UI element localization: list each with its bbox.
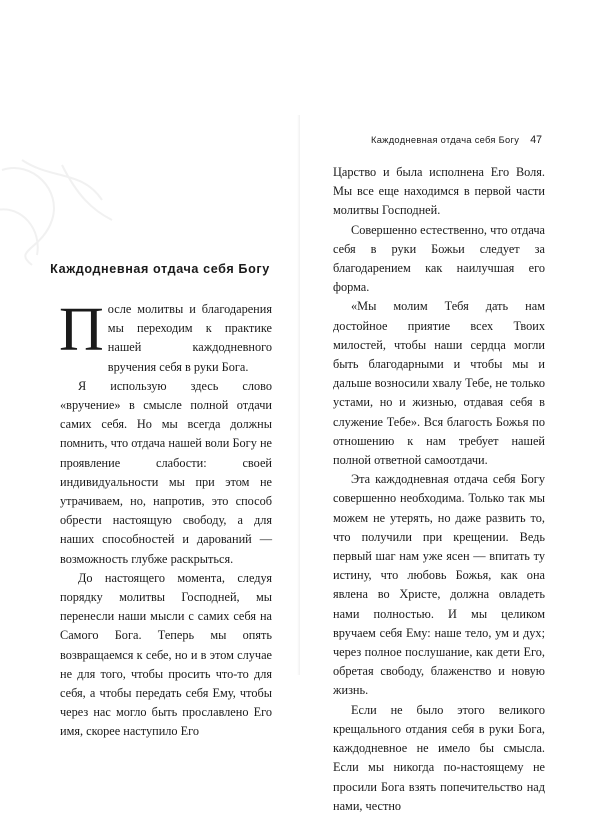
running-head-title: Каждодневная отдача себя Богу: [371, 135, 520, 145]
left-page-text: [59, 296, 272, 742]
drop-cap: П: [59, 296, 104, 364]
paragraph: Царство и была исполнена Его Воля. Мы все еще находимся в первой части молитвы Господней.: [333, 165, 545, 218]
ornament-decoration: [0, 150, 122, 270]
paragraph: [59, 296, 272, 377]
paragraph: Эта каждодневная отдача себя Богу совершенно необходима. Только так мы можем не утерять, но даже развить то, что получили при крещении. Ведь первый шаг нам уже ясен — впитать ту истину, что любовь Божья, как она явлена во Христе, должна овладеть нами полностью. И мы целиком вручаем себя Ему: наше тело, ум и дух; через полное послушание, как дети Его, обретая свободу, блаженство и новую жизнь.: [333, 472, 545, 698]
paragraph: Совершенно естественно, что отдача себя в руки Божьи следует за благодарением как наилучшая его форма.: [333, 222, 545, 295]
paragraph: Если не было этого великого крещального отдания себя в руки Бога, каждодневное не имело бы смысла. Если мы никогда по-настоящему не просили Бога взять попечительство над нами, честно: [333, 702, 545, 813]
chapter-title: Каждодневная отдача себя Богу: [50, 262, 270, 276]
paragraph: «Мы молим Тебя дать нам достойное приятие всех Твоих милостей, чтобы наши сердца могли быть благодарными и чтобы мы и дальше возносили хвалу Тебе, не только устами, но и жизнью, отдавая себя в служение Тебе». Вся благость Божья по отношению к нам требует нашей полной ответной самоотдачи.: [333, 299, 545, 468]
right-page-text: [333, 163, 545, 816]
running-head: [333, 135, 545, 151]
paragraph: До настоящего момента, следуя порядку молитвы Господней, мы перенесли наши мысли с самих себя на Самого Бога. Теперь мы опять возвращаемся к себе, но и в этом случае не для того, чтобы просить что-то для себя, а чтобы передать себя Ему, чтобы через нас могло быть прославлено Его имя, скорее наступило Его: [60, 570, 272, 739]
page-number: 47: [530, 134, 542, 146]
paragraph: Я использую здесь слово «вручение» в смысле полной отдачи самих себя. Но мы всегда должны помнить, что отдача нашей воли Богу не проявление слабости: своей индивидуальности мы при этом не утрачиваем, но, напротив, это способ обрести настоящую свободу, а для наших способностей и дарований — возможность глубже раскрыться.: [60, 378, 272, 566]
left-page: [0, 0, 300, 750]
paragraph-text: осле молитвы и благодарения мы переходим к практике нашей каждодневного вручения себя в руки Бога.: [107, 302, 272, 374]
